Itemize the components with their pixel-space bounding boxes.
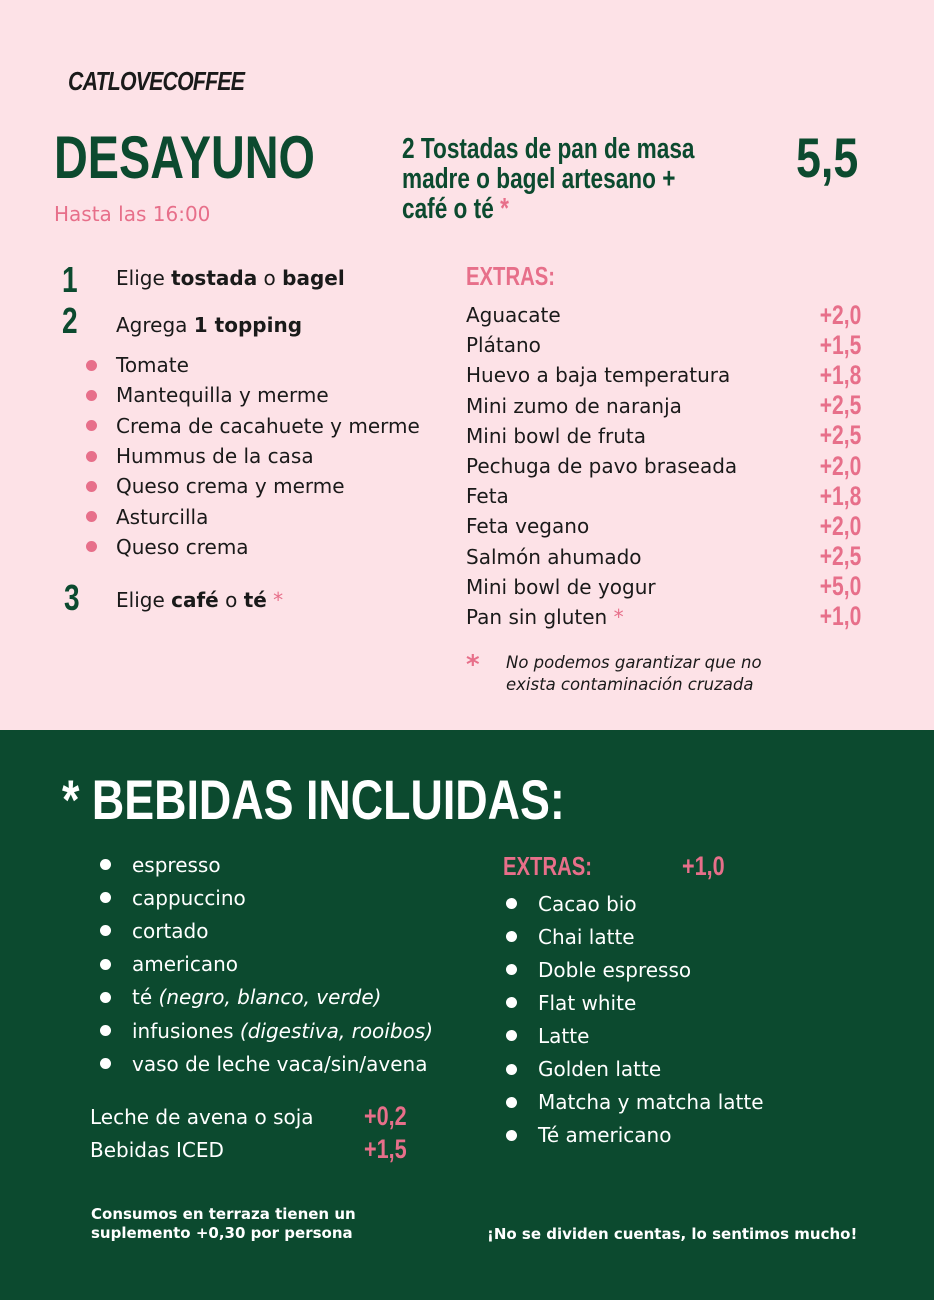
list-item: cappuccino — [100, 881, 433, 914]
bullet-icon — [86, 420, 97, 431]
bullet-icon — [100, 859, 111, 870]
list-item: Té americano — [506, 1119, 764, 1152]
bullet-icon — [100, 992, 111, 1003]
list-item: Pechuga de pavo braseada +2,0 — [466, 450, 861, 481]
list-item: Golden latte — [506, 1052, 764, 1085]
list-item: Cacao bio — [506, 887, 764, 920]
bullet-icon — [506, 1130, 517, 1141]
brand-logo: CATLOVECOFFEE — [68, 66, 245, 96]
breakfast-title: DESAYUNO — [54, 124, 315, 191]
list-item: Queso crema y merme — [86, 471, 420, 501]
list-item: Mini bowl de yogur +5,0 — [466, 571, 861, 602]
list-item: Leche de avena o soja +0,2 — [90, 1101, 407, 1131]
bullet-icon — [100, 1025, 111, 1036]
bullet-icon — [86, 390, 97, 401]
bullet-icon — [100, 892, 111, 903]
list-item: Crema de cacahuete y merme — [86, 411, 420, 441]
step-2-number: 2 — [62, 300, 78, 341]
bullet-icon — [86, 360, 97, 371]
extras-heading: EXTRAS: — [466, 261, 556, 291]
list-item: Matcha y matcha latte — [506, 1086, 764, 1119]
deal-asterisk: * — [500, 193, 509, 225]
included-drinks-list — [100, 848, 433, 1080]
list-item: infusiones (digestiva, rooibos) — [100, 1014, 433, 1047]
list-item: Asturcilla — [86, 501, 420, 531]
list-item: Tomate — [86, 350, 420, 380]
drink-extras-heading: EXTRAS: — [503, 851, 593, 881]
breakfast-hours: Hasta las 16:00 — [54, 202, 211, 226]
list-item: Chai latte — [506, 920, 764, 953]
deal-line-2: madre o bagel artesano + — [402, 163, 676, 195]
cross-contamination-note: No podemos garantizar que no exista contaminación cruzada — [506, 653, 762, 694]
drink-extras-list — [506, 887, 764, 1152]
step-2-text: Agrega 1 topping — [116, 313, 303, 337]
step-1-text: Elige tostada o bagel — [116, 266, 345, 290]
deal-line-3: café o té * — [402, 193, 509, 225]
list-item: Plátano +1,5 — [466, 329, 861, 360]
bullet-icon — [100, 925, 111, 936]
no-split-bills-note: ¡No se dividen cuentas, lo sentimos mucho! — [487, 1225, 858, 1243]
list-item: Hummus de la casa — [86, 441, 420, 471]
list-item: Doble espresso — [506, 953, 764, 986]
list-item: cortado — [100, 914, 433, 947]
list-item: Pan sin gluten * +1,0 — [466, 601, 861, 632]
list-item: Feta +1,8 — [466, 480, 861, 511]
bullet-icon — [100, 959, 111, 970]
bullet-icon — [506, 898, 517, 909]
toppings-list — [86, 350, 420, 562]
list-item: Mini zumo de naranja +2,5 — [466, 390, 861, 421]
bullet-icon — [100, 1058, 111, 1069]
bullet-icon — [86, 451, 97, 462]
step-3-text: Elige café o té * — [116, 588, 284, 612]
list-item: Queso crema — [86, 532, 420, 562]
bullet-icon — [506, 997, 517, 1008]
deal-line-1: 2 Tostadas de pan de masa — [402, 133, 695, 165]
list-item: Feta vegano +2,0 — [466, 510, 861, 541]
list-item: té (negro, blanco, verde) — [100, 981, 433, 1014]
list-item: Mantequilla y merme — [86, 380, 420, 410]
bullet-icon — [506, 964, 517, 975]
bullet-icon — [506, 1030, 517, 1041]
list-item: Huevo a baja temperatura +1,8 — [466, 359, 861, 390]
list-item: Salmón ahumado +2,5 — [466, 541, 861, 572]
bullet-icon — [506, 1064, 517, 1075]
list-item: americano — [100, 948, 433, 981]
drinks-title: * BEBIDAS INCLUIDAS: — [62, 768, 565, 831]
bullet-icon — [506, 1097, 517, 1108]
note-asterisk: * — [466, 650, 480, 680]
step-1-number: 1 — [62, 259, 78, 300]
bullet-icon — [506, 931, 517, 942]
extras-list — [466, 300, 861, 632]
breakfast-price: 5,5 — [796, 126, 859, 189]
terrace-surcharge-note: Consumos en terraza tienen un suplemento +0,30 por persona — [91, 1205, 356, 1242]
list-item: espresso — [100, 848, 433, 881]
list-item: Aguacate +2,0 — [466, 299, 861, 330]
list-item: Latte — [506, 1019, 764, 1052]
breakfast-deal-description — [402, 134, 714, 224]
step-3-number: 3 — [64, 577, 80, 618]
list-item: Mini bowl de fruta +2,5 — [466, 420, 861, 451]
bullet-icon — [86, 541, 97, 552]
list-item: vaso de leche vaca/sin/avena — [100, 1047, 433, 1080]
list-item: Flat white — [506, 986, 764, 1019]
drink-extras-price: +1,0 — [682, 851, 725, 881]
bullet-icon — [86, 511, 97, 522]
list-item: Bebidas ICED +1,5 — [90, 1134, 407, 1164]
bullet-icon — [86, 481, 97, 492]
drink-addons-list — [90, 1100, 420, 1166]
